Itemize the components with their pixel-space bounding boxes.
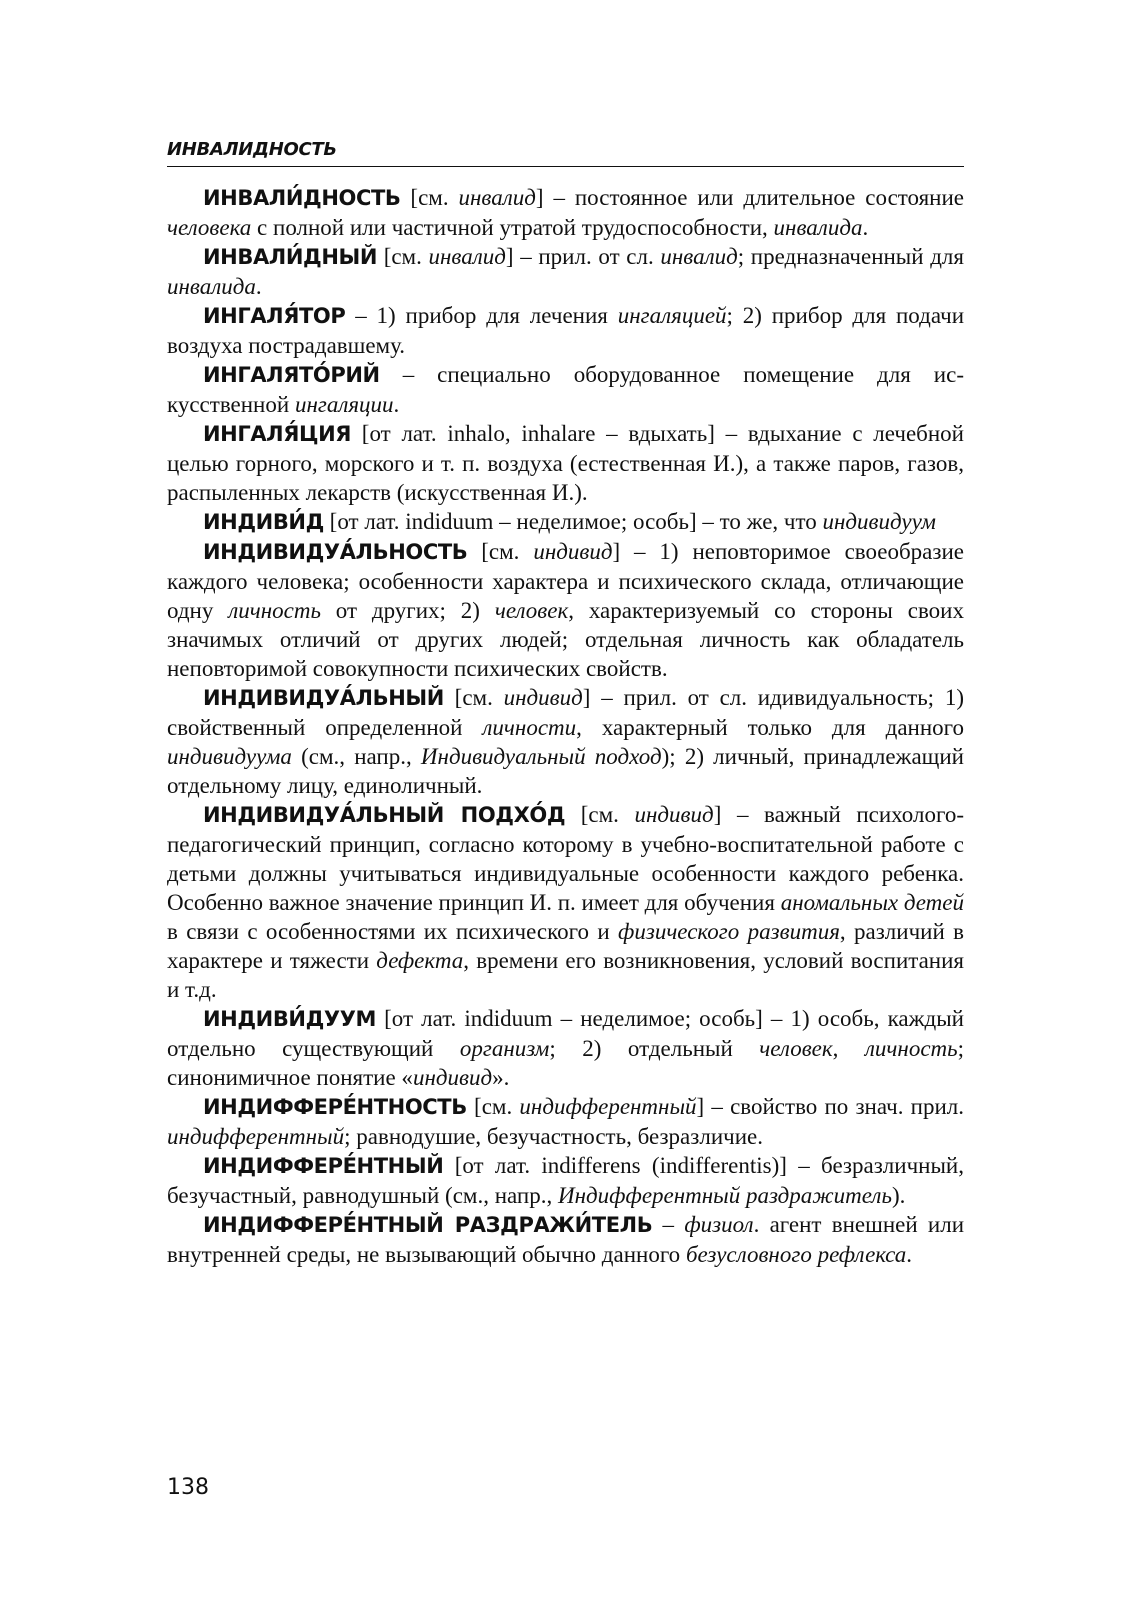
entry-headword: ИНВАЛИ́ДНОСТЬ [203,186,401,210]
entry-text: [см. [565,802,635,827]
entry-text: [от лат. indifferens (indifferentis)] – безразличный, безучастный, равнодушный (см., напр., [167,1153,964,1208]
entry-text: [от лат. indiduum – неделимое; особь] – то же, что [323,509,823,534]
dictionary-entry [167,242,964,301]
entry-italic-term: индивид [634,802,714,827]
entry-headword: ИНДИВИДУА́ЛЬНЫЙ ПОДХО́Д [203,803,566,827]
dictionary-entry [167,301,964,360]
entry-italic-term: человека [167,215,252,240]
dictionary-entry [167,537,964,683]
dictionary-entry [167,1151,964,1210]
entry-italic-term: организм [459,1036,550,1061]
entry-text: – специально оборудованное помещение для искусственной [167,362,964,417]
entry-text: ] – прил. от сл. [505,244,661,269]
entry-headword: ИНДИФФЕРЕ́НТНЫЙ [203,1154,444,1178]
entry-italic-term: инвалида [167,274,256,299]
entry-italic-term: индивидуум [822,509,936,534]
entry-italic-term: индифферентный [519,1094,697,1119]
dictionary-entry [167,1210,964,1269]
entry-text: [см. [400,185,459,210]
entry-italic-term: индивид [503,685,583,710]
entry-italic-term: дефекта [376,948,464,973]
entry-text: ] – важный психолого-педагогический принцип, согласно которому в учебно-воспитательной работе с детьми должны учитываться индивидуальные особенности каждого ребенка. Особенно важное значение принцип И. п. имеет для обучения [167,802,964,915]
entry-text: . [255,274,262,299]
entry-text: , различий в характере и тяжести [167,919,964,973]
entry-text: ); 2) личный, принадлежащий отдельному лицу, единоличный. [167,744,964,798]
entry-italic-term: аномальных детей [780,890,964,915]
entry-headword: ИНГАЛЯ́ТОР [203,304,346,328]
entry-italic-term: Индифферентный раздражитель [558,1183,892,1208]
entry-text: [от лат. indiduum – неделимое; особь] – 1) особь, каждый отдельно существующий [167,1006,964,1061]
entry-text: , [832,1036,865,1061]
dictionary-entry [167,507,964,537]
dictionary-entry [167,683,964,800]
entry-italic-term: личность [228,598,321,623]
entry-headword: ИНДИВИДУА́ЛЬНОСТЬ [203,540,468,564]
entry-italic-term: личность [864,1036,958,1061]
entry-headword: ИНДИВИ́ДУУМ [203,1007,376,1031]
entry-text: ] – 1) неповторимое своеобразие каждого человека; особенности характера и психического склада, отличающие одну [167,539,964,623]
entry-text: . [862,215,869,240]
dictionary-entry [167,1092,964,1151]
dictionary-entry [167,183,964,242]
entry-headword: ИНГАЛЯТО́РИЙ [203,363,380,387]
entry-headword: ИНДИФФЕРЕ́НТНЫЙ РАЗДРАЖИ́ТЕЛЬ [203,1213,653,1237]
entry-italic-term: человек [759,1036,833,1061]
entry-text: с полной или частичной утратой трудоспособности, [251,215,774,240]
entry-headword: ИНДИФФЕРЕ́НТНОСТЬ [203,1095,467,1119]
entry-text: ; 2) прибор для подачи воздуха пострадавшему. [167,303,965,358]
entry-italic-term: личности [482,715,577,740]
entry-italic-term: индивидуума [167,744,292,769]
entry-italic-term: Индивидуальный подход [420,744,662,769]
entry-headword: ИНВАЛИ́ДНЫЙ [203,245,378,269]
dictionary-entry [167,419,964,507]
page-content [167,138,964,1269]
entry-italic-term: человек [494,598,569,623]
entry-text: [см. [466,1094,520,1119]
entry-text: [см. [467,539,534,564]
entry-italic-term: инвалид [428,244,506,269]
entry-italic-term: инвалид [660,244,738,269]
entry-text: . агент внешней или внутренней среды, не вызывающий обычно данного [167,1212,965,1267]
entry-text: . [393,392,400,417]
entry-text: ; 2) отдельный [549,1036,760,1061]
entry-text: (см., напр., [291,744,421,769]
entry-text: ; предназначенный для [737,244,964,269]
entry-text: ; синонимичное понятие « [167,1036,964,1090]
entry-text: [см. [443,685,504,710]
entry-italic-term: индивид [533,539,613,564]
entry-text: ] – постоянное или длительное состояние [535,185,964,210]
entry-headword: ИНДИВИДУА́ЛЬНЫЙ [203,686,444,710]
running-head: ИНВАЛИДНОСТЬ [167,138,964,167]
entry-headword: ИНДИВИ́Д [203,510,324,534]
entry-text: от других; 2) [320,598,495,623]
entry-headword: ИНГАЛЯ́ЦИЯ [203,422,352,446]
entry-italic-term: ингаляцией [617,303,727,328]
dictionary-entry [167,1004,964,1092]
entry-text: [см. [377,244,429,269]
entry-italic-term: физического развития [618,919,840,944]
entry-text: ). [891,1183,906,1208]
dictionary-entry [167,360,964,419]
entry-text: [от лат. inhalo, inhalare – вдыхать] – вдыхание с лечебной целью горного, морского и т. п. воздуха (естественная И.), а также паров, газов, распыленных лекарств (искусственная И.). [167,421,964,505]
page-number: 138 [167,1475,209,1500]
entry-italic-term: индивид [412,1065,493,1090]
entry-text: – [652,1212,685,1237]
dictionary-entries [167,183,964,1269]
entry-text: . [906,1242,913,1267]
entry-text: , времени его возникновения, условий воспитания и т.д. [167,948,964,1002]
entry-text: , характеризуемый со стороны своих значимых отличий от других людей; отдельная личность как обладатель неповторимой совокупности психических свойств. [167,598,964,681]
entry-text: ] – прил. от сл. идивидуальность; 1) свойственный определенной [167,685,964,740]
dictionary-entry [167,800,964,1004]
entry-text: – 1) прибор для лечения [345,303,618,328]
entry-italic-term: индифферентный [167,1124,345,1149]
entry-italic-term: безусловного рефлекса [685,1242,907,1267]
entry-italic-term: физиол [684,1212,754,1237]
entry-text: ». [492,1065,510,1090]
entry-text: ; равнодушие, безучастность, безразличие. [344,1124,763,1149]
entry-italic-term: инвалида [773,215,863,240]
entry-italic-term: ингаляции [294,392,394,417]
entry-text: , характерный только для данного [576,715,965,740]
entry-text: в связи с особенностями их психического и [167,919,619,944]
entry-text: ] – свойство по знач. прил. [696,1094,964,1119]
entry-italic-term: инвалид [458,185,536,210]
